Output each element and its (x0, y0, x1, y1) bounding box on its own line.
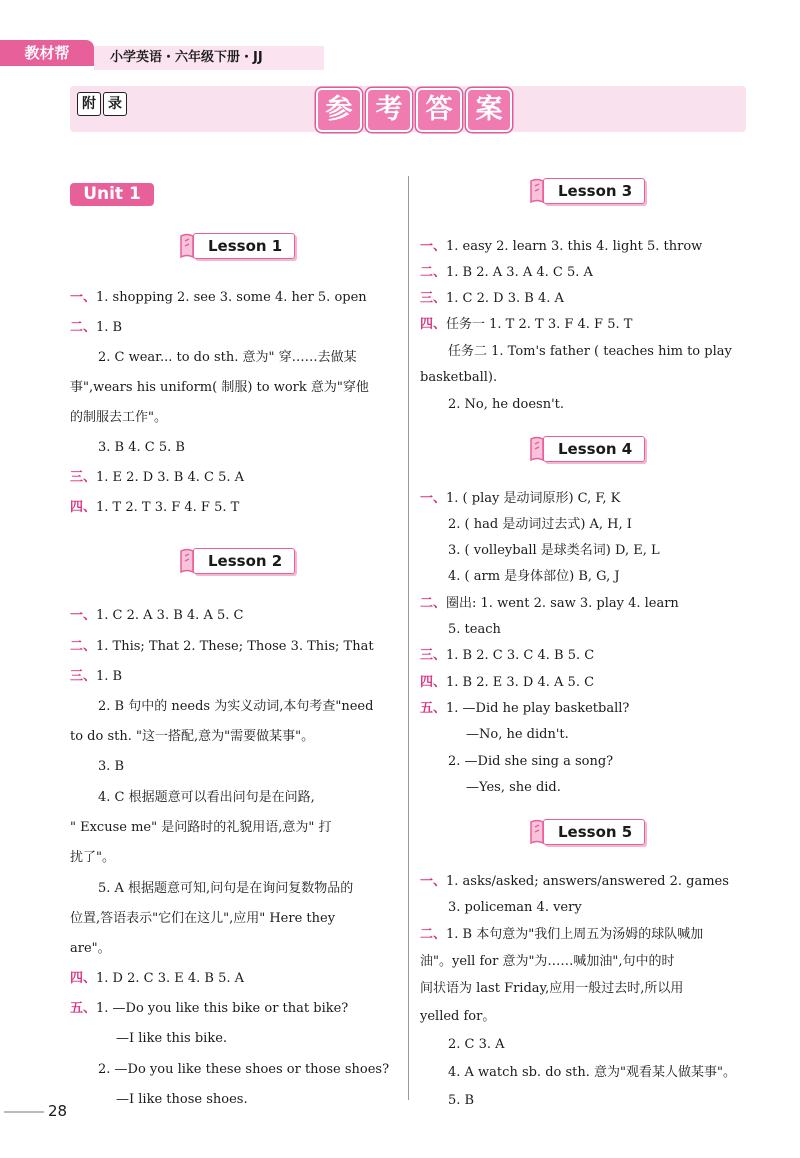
page-title (316, 88, 512, 132)
answer-text: 2. C 3. A (448, 1037, 505, 1052)
answer-line (98, 349, 357, 367)
answer-line (420, 647, 594, 665)
answer-text: 5. B (448, 1093, 475, 1108)
answer-line (448, 1064, 736, 1082)
answer-text: 3. B 4. C 5. B (98, 440, 185, 455)
title-char: 参 (316, 88, 362, 132)
answer-line (420, 926, 703, 944)
section-marker: 四、 (420, 675, 447, 690)
answer-line (466, 779, 561, 797)
answer-text: 1. T 2. T 3. F 4. F 5. T (96, 500, 240, 515)
section-marker: 二、 (70, 320, 97, 335)
answer-line (420, 1008, 495, 1026)
answer-line (70, 319, 122, 337)
section-marker: 四、 (420, 317, 447, 332)
answer-line (420, 316, 632, 334)
answer-line (116, 1091, 248, 1109)
section-marker: 三、 (70, 669, 97, 684)
answer-line (448, 753, 613, 771)
answer-text: 3. policeman 4. very (448, 900, 582, 915)
answer-line (448, 542, 660, 560)
answer-line (98, 880, 353, 898)
lesson-label: Lesson 1 (193, 233, 295, 259)
answer-text: 4. C 根据题意可以看出问句是在问路, (98, 790, 315, 805)
answer-text: 位置,答语表示"它们在这儿",应用" Here they (70, 911, 336, 926)
appendix-label (77, 92, 127, 116)
answer-line (98, 789, 315, 807)
series-title: 小学英语・六年级下册・JJ (94, 46, 324, 70)
column-divider (408, 176, 409, 1100)
answer-text: 3. B (98, 759, 125, 774)
answer-text: 1. This; That 2. These; Those 3. This; That (96, 639, 374, 654)
answer-text: 2. —Did she sing a song? (448, 754, 614, 769)
answer-line (448, 343, 732, 361)
answer-text: —I like this bike. (116, 1031, 228, 1046)
answer-text: 油"。yell for 意为"为……喊加油",句中的时 (420, 954, 675, 969)
answer-text: 4. A watch sb. do sth. 意为"观看某人做某事"。 (448, 1065, 736, 1080)
answer-text: 任务一 1. T 2. T 3. F 4. F 5. T (446, 317, 633, 332)
answer-line (420, 700, 629, 718)
answer-text: 1. C 2. A 3. B 4. A 5. C (96, 608, 244, 623)
answer-text: 2. B 句中的 needs 为实义动词,本句考查"need (98, 699, 374, 714)
answer-line (116, 1030, 227, 1048)
answer-line (98, 698, 373, 716)
answer-line (70, 1000, 348, 1018)
section-marker: 四、 (70, 500, 97, 515)
answer-text: 4. ( arm 是身体部位) B, G, J (448, 569, 620, 584)
answer-text: 1. B 2. E 3. D 4. A 5. C (446, 675, 595, 690)
section-marker: 二、 (420, 596, 447, 611)
answer-line (448, 516, 632, 534)
answer-text: 1. D 2. C 3. E 4. B 5. A (96, 971, 245, 986)
section-marker: 二、 (420, 927, 447, 942)
answer-text: 事",wears his uniform( 制服) to work 意为"穿他 (70, 380, 369, 395)
answer-line (420, 953, 675, 971)
answer-text: 间状语为 last Friday,应用一般过去时,所以用 (420, 981, 684, 996)
title-char: 案 (466, 88, 512, 132)
section-marker: 一、 (420, 491, 447, 506)
answer-text: —I like those shoes. (116, 1092, 248, 1107)
answer-text: 2. ( had 是动词过去式) A, H, I (448, 517, 632, 532)
lesson-5-heading (528, 818, 645, 846)
answer-line (448, 1036, 505, 1054)
answer-line (70, 970, 244, 988)
section-marker: 四、 (70, 971, 97, 986)
answer-text: 任务二 1. Tom's father ( teaches him to play (448, 344, 732, 359)
answer-line (98, 1061, 389, 1079)
answer-text: 1. B 2. A 3. A 4. C 5. A (446, 265, 593, 280)
appendix-char: 附 (77, 92, 101, 116)
title-char: 答 (416, 88, 462, 132)
answer-line (70, 668, 122, 686)
answer-line (70, 910, 335, 928)
answer-text: 1. easy 2. learn 3. this 4. light 5. throw (446, 239, 703, 254)
section-marker: 二、 (420, 265, 447, 280)
answer-text: basketball). (420, 370, 498, 385)
answer-text: 2. C wear... to do sth. 意为" 穿……去做某 (98, 350, 357, 365)
answer-line (70, 849, 115, 867)
lesson-label: Lesson 5 (543, 819, 645, 845)
page-number: 28 (48, 1102, 68, 1120)
answer-line (70, 469, 244, 487)
answer-text: 5. A 根据题意可知,问句是在询问复数物品的 (98, 881, 354, 896)
answer-line (70, 940, 111, 958)
section-marker: 二、 (70, 639, 97, 654)
answer-text: 1. E 2. D 3. B 4. C 5. A (96, 470, 245, 485)
lesson-3-heading (528, 177, 645, 205)
answer-line (98, 439, 185, 457)
answer-text: 1. ( play 是动词原形) C, F, K (446, 491, 621, 506)
answer-text: 2. —Do you like these shoes or those shoes? (98, 1062, 390, 1077)
answer-line (420, 980, 683, 998)
answer-line (420, 674, 594, 692)
answer-text: 1. B 本句意为"我们上周五为汤姆的球队喊加 (446, 927, 704, 942)
answer-text: 3. ( volleyball 是球类名词) D, E, L (448, 543, 660, 558)
lesson-label: Lesson 2 (193, 548, 295, 574)
answer-text: 的制服去工作"。 (70, 410, 167, 425)
answer-line (420, 369, 497, 387)
answer-text: are"。 (70, 941, 111, 956)
answer-text: 1. shopping 2. see 3. some 4. her 5. open (96, 290, 367, 305)
section-marker: 五、 (70, 1001, 97, 1016)
lesson-label: Lesson 4 (543, 436, 645, 462)
answer-line (420, 873, 729, 891)
answer-line (70, 289, 367, 307)
answer-line (70, 409, 167, 427)
section-marker: 一、 (420, 239, 447, 254)
answer-line (448, 621, 501, 639)
answer-line (70, 379, 369, 397)
unit-badge: Unit 1 (70, 183, 154, 206)
answer-line (420, 290, 564, 308)
title-char: 考 (366, 88, 412, 132)
section-marker: 三、 (420, 648, 447, 663)
answer-text: 圈出: 1. went 2. saw 3. play 4. learn (446, 596, 679, 611)
answer-text: " Excuse me" 是问路时的礼貌用语,意为" 打 (70, 820, 332, 835)
answer-line (448, 899, 582, 917)
brand-tab: 教材帮 (0, 40, 94, 66)
answer-line (448, 396, 564, 414)
answer-line (420, 595, 679, 613)
answer-line (448, 568, 620, 586)
answer-line (98, 758, 124, 776)
answer-text: 1. —Do you like this bike or that bike? (96, 1001, 349, 1016)
answer-text: yelled for。 (420, 1009, 496, 1024)
answer-line (70, 638, 374, 656)
section-marker: 五、 (420, 701, 447, 716)
answer-text: to do sth. "这一搭配,意为"需要做某事"。 (70, 729, 315, 744)
answer-line (70, 499, 239, 517)
answer-line (70, 819, 331, 837)
lesson-2-heading (178, 547, 295, 575)
appendix-char: 录 (103, 92, 127, 116)
answer-text: 1. B (96, 669, 123, 684)
answer-line (466, 726, 569, 744)
answer-text: 1. B (96, 320, 123, 335)
answer-text: —No, he didn't. (466, 727, 569, 742)
lesson-1-heading (178, 232, 295, 260)
section-marker: 三、 (70, 470, 97, 485)
answer-line (70, 607, 243, 625)
section-marker: 一、 (70, 290, 97, 305)
answer-text: —Yes, she did. (466, 780, 561, 795)
section-marker: 三、 (420, 291, 447, 306)
lesson-label: Lesson 3 (543, 178, 645, 204)
answer-text: 1. B 2. C 3. C 4. B 5. C (446, 648, 595, 663)
answer-line (420, 264, 593, 282)
answer-line (448, 1092, 474, 1110)
answer-text: 1. asks/asked; answers/answered 2. games (446, 874, 729, 889)
answer-line (420, 238, 702, 256)
lesson-4-heading (528, 435, 645, 463)
answer-line (70, 728, 314, 746)
answer-line (420, 490, 620, 508)
answer-text: 1. —Did he play basketball? (446, 701, 630, 716)
section-marker: 一、 (70, 608, 97, 623)
answer-text: 1. C 2. D 3. B 4. A (446, 291, 564, 306)
section-marker: 一、 (420, 874, 447, 889)
answer-text: 2. No, he doesn't. (448, 397, 565, 412)
footer-rule (4, 1111, 44, 1113)
answer-text: 扰了"。 (70, 850, 115, 865)
answer-text: 5. teach (448, 622, 501, 637)
